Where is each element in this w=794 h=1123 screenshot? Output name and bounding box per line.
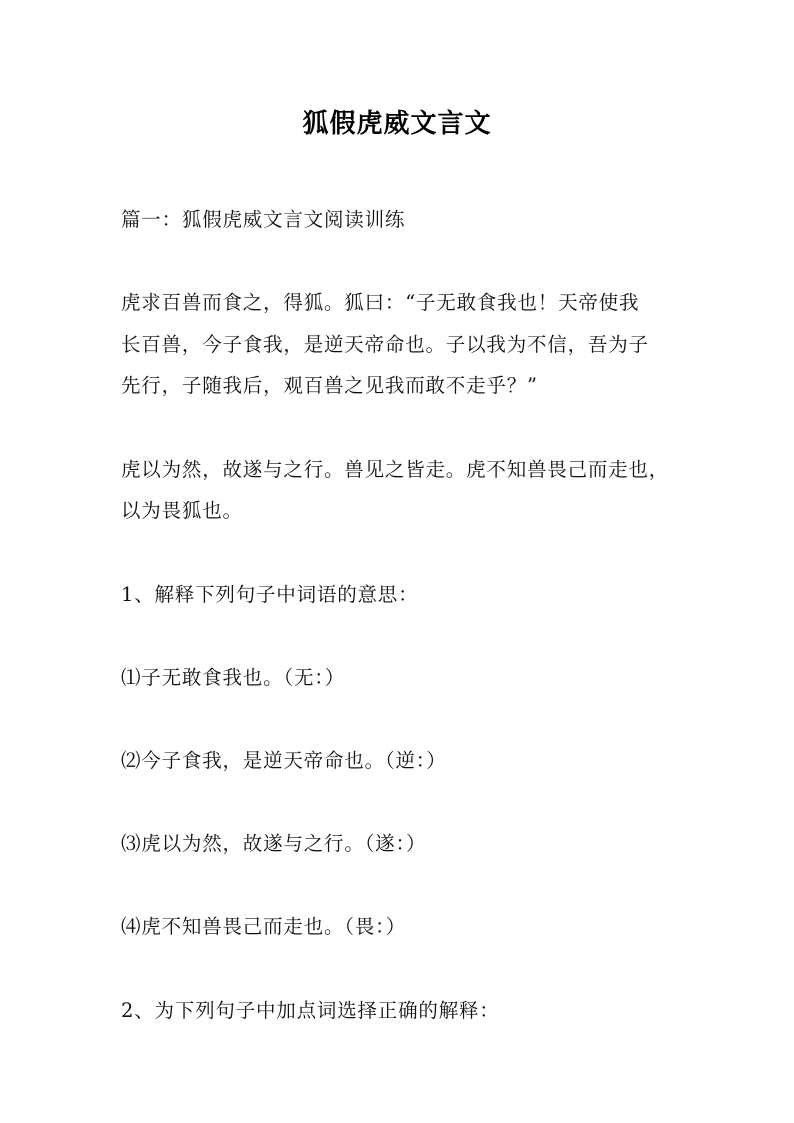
section-heading: 篇一：狐假虎威文言文阅读训练 xyxy=(121,208,406,231)
question-1-item-4: ⑷虎不知兽畏己而走也。（畏：） xyxy=(121,915,407,938)
passage-paragraph-1-line-2: 长百兽，今子食我，是逆天帝命也。子以我为不信，吾为子 xyxy=(121,333,649,356)
question-1-item-3: ⑶虎以为然，故遂与之行。（遂：） xyxy=(121,832,427,855)
document-title: 狐假虎威文言文 xyxy=(302,109,492,139)
question-1-item-2: ⑵今子食我，是逆天帝命也。（逆：） xyxy=(121,749,447,772)
passage-paragraph-1-line-1: 虎求百兽而食之，得狐。狐曰：“子无敢食我也！天帝使我 xyxy=(121,291,640,314)
question-1-item-1: ⑴子无敢食我也。（无：） xyxy=(121,666,346,689)
question-1-prompt: 1、解释下列句子中词语的意思： xyxy=(121,583,419,606)
passage-paragraph-1-line-3: 先行，子随我后，观百兽之见我而敢不走乎？” xyxy=(121,374,538,397)
passage-paragraph-2-line-1: 虎以为然，故遂与之行。兽见之皆走。虎不知兽畏己而走也， xyxy=(121,458,670,481)
passage-paragraph-2-line-2: 以为畏狐也。 xyxy=(121,499,243,522)
question-2-prompt: 2、为下列句子中加点词选择正确的解释： xyxy=(121,999,500,1022)
